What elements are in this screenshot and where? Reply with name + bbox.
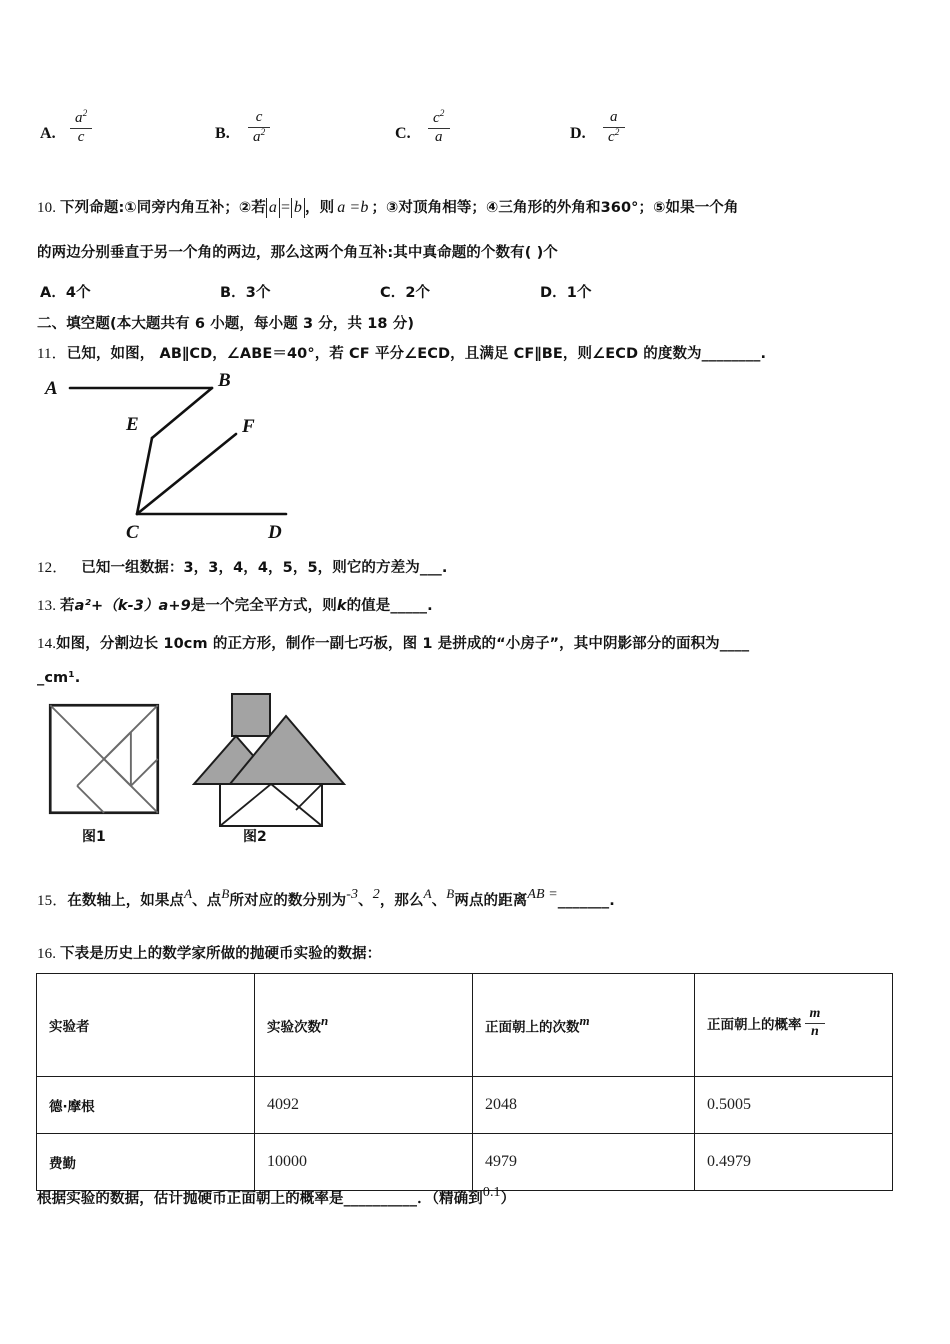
question-14 <box>37 632 932 656</box>
option-c-label: C. <box>395 125 411 142</box>
section-2-heading: 二、填空题(本大题共有 6 小题，每小题 3 分，共 18 分) <box>37 316 415 332</box>
q10-option-b-label: B． <box>220 285 246 301</box>
value-negative-3: -3 <box>346 887 359 902</box>
question-16-footer-blank: __________ <box>343 1191 418 1208</box>
option-b-fraction <box>248 110 270 146</box>
option-a-fraction <box>70 110 92 146</box>
option-b-label: B. <box>215 125 230 142</box>
header-probability-fraction <box>805 1007 826 1039</box>
abs-value-a: a <box>266 198 280 218</box>
table-header-trials <box>255 974 473 1077</box>
question-15 <box>37 885 932 913</box>
option-d-numerator: a <box>603 110 625 128</box>
question-13-blank: _____ <box>390 598 428 614</box>
question-15-sep1: 、点 <box>192 893 222 910</box>
distance-AB-label: AB = <box>527 887 558 902</box>
option-a-numerator: a <box>75 110 83 126</box>
parallel-lines-angle-svg <box>40 372 320 542</box>
question9-options-row <box>40 104 920 160</box>
option-b-denominator: a <box>253 128 261 145</box>
question-16-prompt: 下表是历史上的数学家所做的抛硬币实验的数据： <box>60 946 382 962</box>
question-13-text-post: 的值是 <box>346 598 391 614</box>
tangram-square-svg <box>48 700 160 818</box>
row-0-heads: 2048 <box>473 1077 695 1134</box>
question-16-footer-post: ） <box>500 1191 516 1208</box>
q10-option-a-label: A． <box>40 285 66 301</box>
question-15-text-mid: 所对应的数分别为 <box>229 893 347 910</box>
question-10-text-part2: ，则 <box>305 200 335 216</box>
question-13-variable-k: k <box>336 598 347 614</box>
option-d-fraction <box>603 110 625 146</box>
question-12-text: 已知一组数据：3，3，4，4，5，5，则它的方差为 <box>81 560 420 576</box>
option-c-fraction <box>428 110 450 146</box>
question-10 <box>37 196 927 220</box>
row-0-name: 德·摩根 <box>37 1077 255 1134</box>
label-A: A <box>45 378 58 399</box>
table-header-probability <box>695 974 893 1077</box>
question-15-sep2: 、 <box>358 893 373 910</box>
math-a-equals-b: a =b <box>337 199 369 216</box>
question-13-text-pre: 若 <box>60 598 75 614</box>
question-16-footer-pre: 根据实验的数据，估计抛硬币正面朝上的概率是 <box>37 1191 344 1208</box>
option-d-denominator-exponent: 2 <box>614 127 620 138</box>
header-heads-sup: m <box>579 1013 590 1029</box>
header-probability-label: 正面朝上的概率 <box>707 1017 802 1033</box>
question-13-text-mid: 是一个完全平方式，则 <box>190 598 337 614</box>
row-1-probability: 0.4979 <box>695 1134 893 1191</box>
degree-360: 360° <box>600 200 639 216</box>
question-13 <box>37 594 927 618</box>
header-frac-numerator: m <box>805 1007 826 1024</box>
label-D: D <box>268 522 282 542</box>
question-15-blank: _______ <box>557 893 610 910</box>
figure-2-small-house <box>192 688 352 830</box>
q10-option-c-label: C． <box>380 285 406 301</box>
option-c-numerator-exponent: 2 <box>439 109 445 119</box>
table-row <box>37 1077 893 1134</box>
point-B: B <box>221 886 230 901</box>
house-body <box>220 784 322 826</box>
equals-sign: = <box>280 199 291 216</box>
question-16-footer <box>37 1183 932 1211</box>
row-1-name: 费勤 <box>37 1134 255 1191</box>
q10-option-a <box>40 281 91 305</box>
header-heads-label: 正面朝上的次数 <box>485 1019 580 1036</box>
question-16-footer-mid: ．（精确到 <box>417 1191 483 1208</box>
q10-option-b-value: 3个 <box>245 285 271 301</box>
option-a-denominator: c <box>77 128 85 145</box>
point-A: A <box>184 886 193 901</box>
question-11 <box>37 342 927 366</box>
option-d-label: D. <box>570 125 586 142</box>
header-frac-denominator: n <box>811 1023 819 1039</box>
precision-value: 0.1 <box>482 1185 501 1200</box>
header-trials-sup: n <box>321 1013 329 1029</box>
question-11-blank: ________ <box>701 346 761 362</box>
q10-option-c <box>380 281 430 305</box>
q10-option-d <box>540 281 592 305</box>
question-11-period: . <box>760 346 767 362</box>
label-F: F <box>242 416 255 437</box>
question-15-period: . <box>609 893 615 910</box>
point-A-2: A <box>423 886 432 901</box>
table-header-heads <box>473 974 695 1077</box>
question-14-line2: _cm¹. <box>37 670 81 686</box>
question-15-sep3: 、 <box>431 893 447 910</box>
q10-option-c-value: 2个 <box>405 285 431 301</box>
segment-BE <box>152 388 212 438</box>
row-0-probability: 0.5005 <box>695 1077 893 1134</box>
question-13-number: 13. <box>37 598 57 614</box>
question-15-text-dist: 两点的距离 <box>454 893 528 910</box>
question-15-text-then: ，那么 <box>379 893 424 910</box>
question-16 <box>37 942 932 966</box>
question-16-number: 16. <box>37 946 57 962</box>
question-12-period: . <box>441 560 448 576</box>
segment-CF <box>137 434 236 514</box>
house-chimney <box>232 694 270 736</box>
point-B-2: B <box>446 886 455 901</box>
figure-1-caption: 图1 <box>82 829 106 845</box>
question-13-expression: a²+（k‑3）a+9 <box>74 598 191 614</box>
table-row <box>37 1134 893 1191</box>
option-b-denominator-exponent: 2 <box>260 127 266 138</box>
label-B: B <box>218 372 231 391</box>
table-header-row <box>37 974 893 1077</box>
row-1-heads: 4979 <box>473 1134 695 1191</box>
question-10-text-part4: ；⑤如果一个角 <box>638 200 739 216</box>
question-10-line2: 的两边分别垂直于另一个角的两边，那么这两个角互补:其中真命题的个数有( )个 <box>37 245 558 261</box>
small-house-svg <box>192 688 352 830</box>
question-12-number: 12． <box>37 560 68 576</box>
question-11-text: 已知，如图， AB∥CD，∠ABE＝40°，若 CF 平分∠ECD，且满足 CF∥BE，则∠ECD 的度数为 <box>66 346 702 362</box>
option-d-denominator: c <box>608 128 615 145</box>
table-header-experimenter <box>37 974 255 1077</box>
question-10-number: 10. <box>37 200 57 216</box>
question-13-period: . <box>427 598 433 614</box>
option-c-numerator: c <box>433 110 440 126</box>
row-1-trials: 10000 <box>255 1134 473 1191</box>
label-C: C <box>126 522 139 542</box>
option-b-numerator: c <box>248 110 270 128</box>
q10-option-d-value: 1个 <box>566 285 592 301</box>
question-10-text-part3: ；③对顶角相等；④三角形的外角和 <box>371 200 601 216</box>
q10-option-b <box>220 281 271 305</box>
option-a-numerator-exponent: 2 <box>82 109 88 119</box>
coin-experiment-table <box>36 973 893 1191</box>
header-experimenter-label: 实验者 <box>49 1019 90 1035</box>
question-12 <box>37 556 927 580</box>
question-10-text-part1: 下列命题:①同旁内角互补；②若 <box>60 200 266 216</box>
question-11-figure <box>40 372 320 542</box>
figure-2-caption: 图2 <box>243 829 267 845</box>
q10-option-d-label: D． <box>540 285 567 301</box>
abs-value-b: b <box>291 198 305 218</box>
figure-1-tangram-square <box>48 700 160 818</box>
value-2: 2 <box>372 887 380 902</box>
question-11-number: 11． <box>37 346 67 362</box>
row-0-trials: 4092 <box>255 1077 473 1134</box>
question-12-blank: ___ <box>419 560 442 576</box>
question-14-line1: 如图，分割边长 10cm 的正方形，制作一副七巧板，图 1 是拼成的“小房子”，其中阴影部分的面积为____ <box>56 636 750 652</box>
question-14-number: 14. <box>37 636 57 652</box>
header-trials-label: 实验次数 <box>267 1019 321 1036</box>
question-15-text-pre: 在数轴上，如果点 <box>67 893 185 910</box>
question-15-number: 15． <box>37 893 68 910</box>
label-E: E <box>126 414 139 435</box>
option-c-denominator: a <box>434 128 443 145</box>
option-a-label: A. <box>40 125 56 142</box>
q10-option-a-value: 4个 <box>65 285 91 301</box>
